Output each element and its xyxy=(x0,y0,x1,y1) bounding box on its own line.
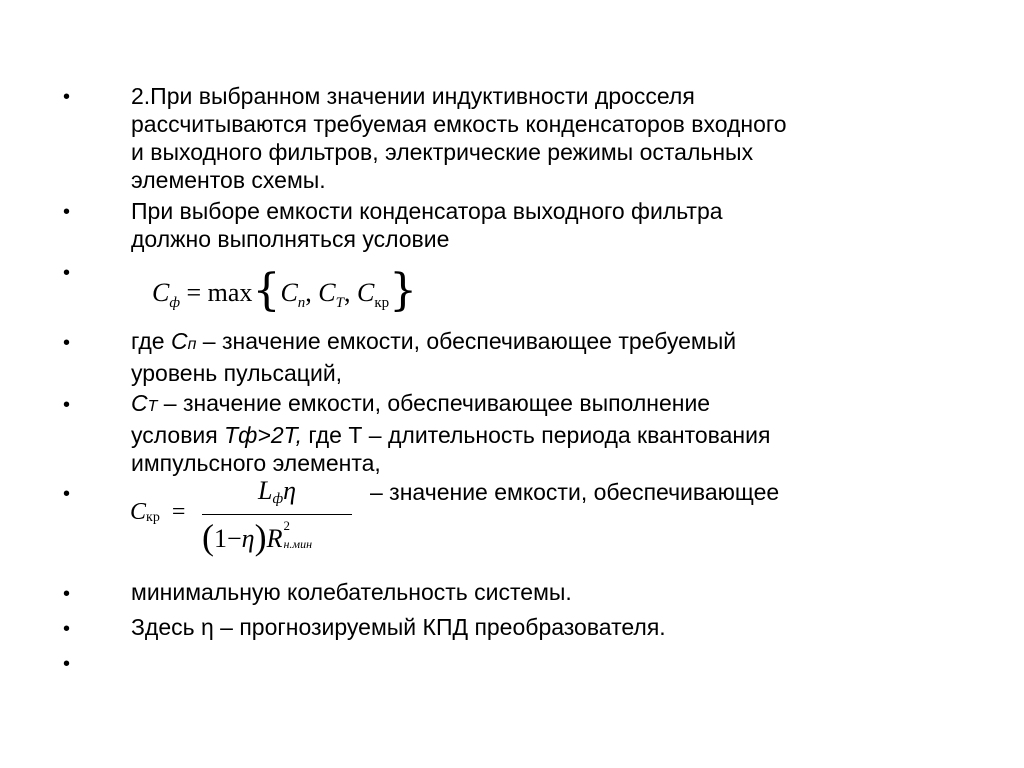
formula-minus: − xyxy=(227,524,242,553)
text-line: минимальную колебательность системы. xyxy=(131,579,572,605)
formula-symbol-l: L xyxy=(258,476,273,505)
text-prefix: где xyxy=(131,328,171,354)
text-line: рассчитываются требуемая емкость конденсаторов входного xyxy=(131,111,787,137)
formula-subscript: н.мин xyxy=(283,537,313,551)
bullet-marker: • xyxy=(63,583,71,605)
text-line: 2.При выбранном значении индуктивности дросселя xyxy=(131,83,695,109)
bullet-marker: • xyxy=(63,86,71,108)
bullet-marker: • xyxy=(63,394,71,416)
formula-superscript: 2 xyxy=(283,518,290,533)
formula-one: 1 xyxy=(214,524,227,553)
text-line: импульсного элемента, xyxy=(131,450,381,476)
text-line: элементов схемы. xyxy=(131,167,326,193)
paragraph-efficiency xyxy=(131,613,971,641)
formula-symbol-c: C xyxy=(152,278,170,307)
text-line: уровень пульсаций, xyxy=(131,360,343,386)
bullet-marker: • xyxy=(63,201,71,223)
formula-open-paren: ( xyxy=(202,517,214,557)
formula-max: max xyxy=(207,278,253,307)
bullet-marker: • xyxy=(63,653,71,675)
paragraph-output-filter-condition xyxy=(131,197,971,253)
formula-lhs xyxy=(130,499,185,526)
formula-symbol-r: R xyxy=(266,524,283,553)
symbol-c: С xyxy=(131,390,148,416)
text-line: Здесь η – прогнозируемый КПД преобразователя. xyxy=(131,614,666,640)
symbol-subscript: п xyxy=(187,336,197,353)
formula-subscript: ф xyxy=(169,295,180,311)
paragraph-capacitance-intro xyxy=(131,82,971,194)
formula-symbol-c: C xyxy=(318,278,336,307)
text-line xyxy=(131,389,971,421)
text-line: и выходного фильтров, электрические режимы остальных xyxy=(131,139,754,165)
text-line: должно выполняться условие xyxy=(131,226,450,252)
text-rest: где Т – длительность периода квантования xyxy=(302,422,771,448)
formula-subscript: кр xyxy=(146,510,160,525)
condition-text: Тф>2Т, xyxy=(224,422,303,448)
formula-subscript: ф xyxy=(272,491,284,507)
formula-equals: = xyxy=(171,499,186,525)
symbol-c: С xyxy=(170,328,188,354)
text-line: При выборе емкости конденсатора выходного фильтра xyxy=(131,198,723,224)
formula-eta: η xyxy=(283,476,297,505)
formula-cf-max xyxy=(152,262,417,322)
text-line xyxy=(131,421,971,449)
paragraph-cp-definition xyxy=(131,327,971,387)
text-line: – значение емкости, обеспечивающее xyxy=(370,479,780,505)
text-rest: – значение емкости, обеспечивающее выполнение xyxy=(157,390,711,416)
paragraph-ct-definition xyxy=(131,389,971,477)
bullet-marker: • xyxy=(63,483,71,505)
symbol-subscript: Т xyxy=(147,398,158,415)
formula-denominator xyxy=(202,514,312,556)
formula-numerator xyxy=(258,476,296,506)
text-line xyxy=(131,327,971,359)
bullet-marker: • xyxy=(63,262,71,284)
formula-r-scripts xyxy=(283,520,312,550)
formula-subscript: кр xyxy=(374,295,390,311)
formula-open-brace: { xyxy=(252,265,281,316)
formula-comma: , xyxy=(343,278,351,307)
text-prefix: условия xyxy=(131,422,225,448)
formula-comma: , xyxy=(305,278,312,307)
paragraph-oscillation xyxy=(131,578,971,606)
text-rest: – значение емкости, обеспечивающее требуемый xyxy=(196,328,737,354)
bullet-marker: • xyxy=(63,618,71,640)
formula-subscript: Т xyxy=(335,295,344,311)
formula-equals: = xyxy=(186,278,202,307)
formula-subscript: п xyxy=(297,295,306,311)
formula-eta: η xyxy=(241,524,255,553)
formula-symbol-c: C xyxy=(280,278,298,307)
formula-ckr xyxy=(130,476,370,556)
formula-symbol-c: C xyxy=(356,278,375,307)
bullet-marker: • xyxy=(63,332,71,354)
paragraph-ckr-definition xyxy=(370,478,890,506)
formula-close-paren: ) xyxy=(254,517,267,557)
formula-close-brace: } xyxy=(389,265,418,316)
formula-symbol-c: C xyxy=(130,499,147,525)
